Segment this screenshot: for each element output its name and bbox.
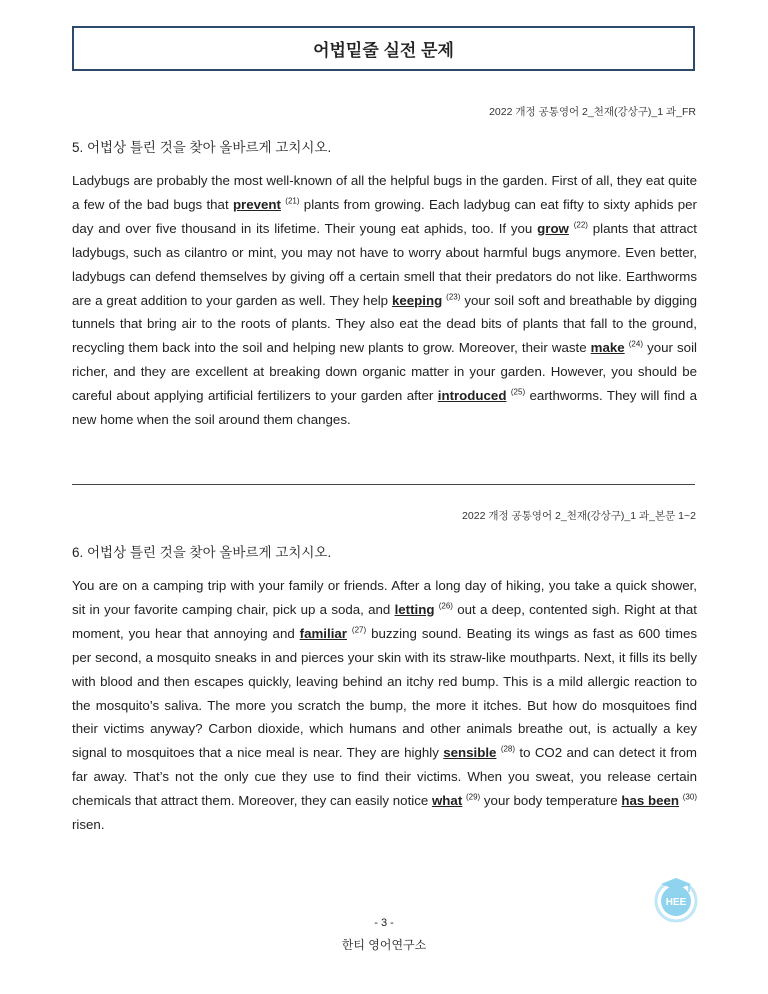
underlined-word-27: familiar (299, 625, 347, 641)
hee-logo-icon (651, 874, 701, 924)
blank-number-30: (30) (682, 792, 697, 802)
blank-number-28: (28) (500, 744, 516, 754)
passage-5: Ladybugs are probably the most well-known of all the helpful bugs in the garden. First of all, they eat quite a few of the bad bugs that prevent $^{(21)}$ plants from growing. Each ladybug can eat fifty to sixty aphids per day and over five thousand in its lifetime. Their young eat aphids, too. If you grow $^{(22)}$ plants that attract ladybugs, such as cilantro or mint, you may not have to worry about harmful bugs anymore. Even better, ladybugs can defend themselves by giving off a certain smell that their predators do not like. Earthworms are a great addition to your garden as well. They help keeping $^{(23)}$ your soil soft and breathable by digging tunnels that bring air to the roots of plants. They also eat the dead bits of plants that fall to the ground, recycling them back into the soil and helping new plants to grow. Moreover, their waste make $^{(24)}$ your soil richer, and they are excellent at breaking down organic matter in your garden. However, you should be careful about applying artificial fertilizers to your garden after introduced $^{(25)}$ earthworms. They will find a new home when the soil around them changes. (72, 173, 697, 428)
blank-number-29: (29) (465, 792, 481, 802)
footer-org: 한티 영어연구소 (341, 938, 427, 952)
underlined-word-22: grow (537, 220, 569, 236)
underlined-word-29: what (431, 793, 463, 809)
blank-number-24: (24) (628, 339, 643, 349)
blank-number-21: (21) (285, 196, 300, 206)
blank-number-23: (23) (446, 292, 461, 302)
page-title: 어법밑줄 실전 문제 (313, 41, 454, 60)
underlined-word-30: has been (621, 793, 680, 809)
underlined-word-26: letting (394, 601, 435, 617)
question-6: 6. 어법상 틀린 것을 찾아 올바르게 고치시오. (72, 545, 332, 560)
underlined-word-21: prevent (232, 196, 281, 212)
page-number: - 3 - (374, 917, 394, 929)
underlined-word-24: make (590, 340, 625, 356)
source-label-6: 2022 개정 공통영어 2_천재(강상구)_1 과_본문 1~2 (462, 510, 696, 522)
title-box (72, 26, 695, 71)
blank-number-26: (26) (438, 601, 453, 611)
section-divider (72, 484, 695, 485)
underlined-word-25: introduced (437, 388, 507, 404)
blank-number-25: (25) (510, 387, 526, 397)
blank-number-27: (27) (351, 625, 367, 635)
passage-6: You are on a camping trip with your family or friends. After a long day of hiking, you take a quick shower, sit in your favorite camping chair, pick up a soda, and letting $^{(26)}$ out a deep, contented sigh. Right at that moment, you hear that annoying and familiar $^{(27)}$ buzzing sound. Beating its wings as fast as 600 times per second, a mosquito sneaks in and pierces your skin with its straw-like mouthparts. Next, it fills its belly with blood and then escapes quickly, leaving behind an itchy red bump. This is a mild allergic reaction to the mosquito’s saliva. The more you scratch the bump, the more it itches. But how do mosquitoes find their victims anyway? Carbon dioxide, which humans and other animals breathe out, is actually a key signal to mosquitoes that a nice meal is near. They are highly sensible $^{(28)}$ to CO2 and can detect it from far away. That’s not the only cue they use to find their victims. When you sweat, you release certain chemicals that attract them. Moreover, they can easily notice what $^{(29)}$ your body temperature has been $^{(30)}$ risen. (72, 578, 697, 833)
question-5: 5. 어법상 틀린 것을 찾아 올바르게 고치시오. (72, 140, 332, 155)
logo-text: HEE (665, 897, 687, 908)
underlined-word-23: keeping (392, 292, 443, 308)
source-label-5: 2022 개정 공통영어 2_천재(강상구)_1 과_FR (489, 106, 696, 118)
blank-number-22: (22) (573, 220, 588, 230)
underlined-word-28: sensible (443, 745, 497, 761)
